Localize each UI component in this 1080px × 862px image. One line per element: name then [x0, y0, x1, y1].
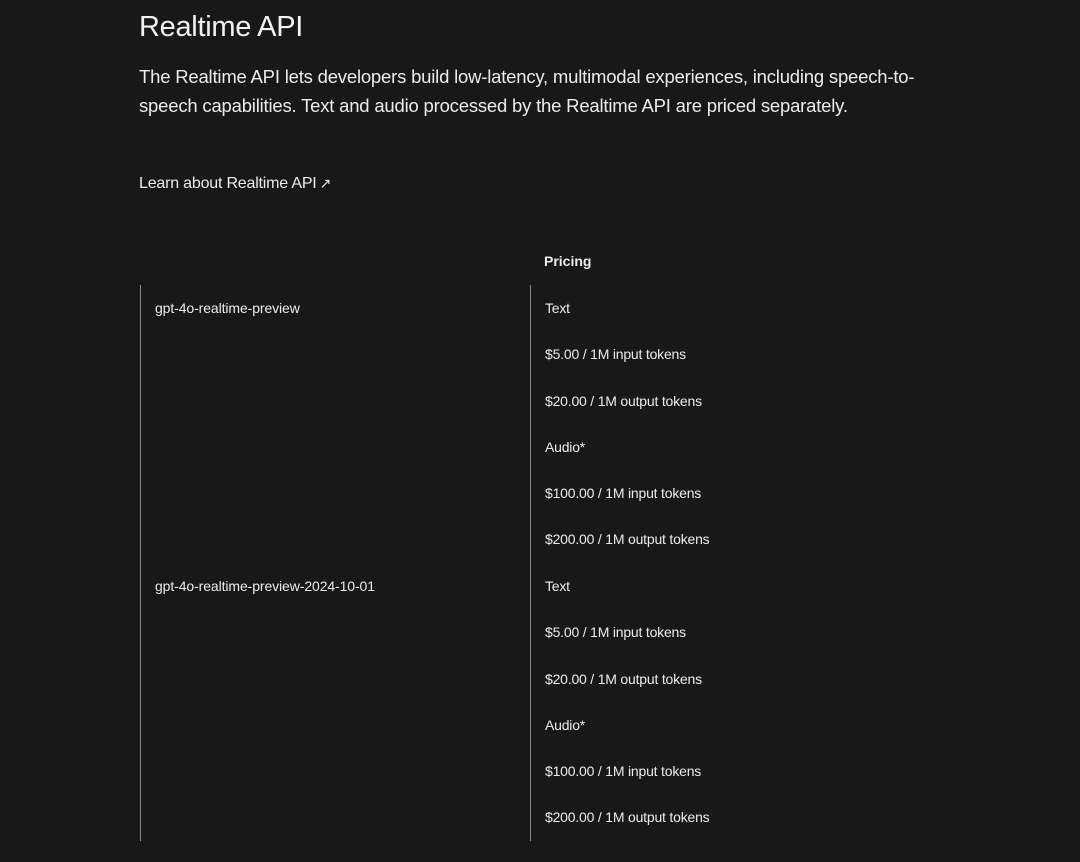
price-category-audio: Audio* [545, 439, 586, 455]
price-text-input: $5.00 / 1M input tokens [545, 346, 686, 362]
page-title: Realtime API [139, 11, 304, 43]
learn-link-label: Learn about Realtime API [139, 175, 317, 192]
price-category-text: Text [545, 578, 570, 594]
pricing-table [140, 285, 840, 841]
model-name: gpt-4o-realtime-preview-2024-10-01 [155, 578, 375, 594]
price-text-input: $5.00 / 1M input tokens [545, 624, 686, 640]
price-audio-output: $200.00 / 1M output tokens [545, 809, 710, 825]
price-audio-input: $100.00 / 1M input tokens [545, 763, 702, 779]
price-category-audio: Audio* [545, 717, 586, 733]
price-category-text: Text [545, 300, 570, 316]
pricing-column-header: Pricing [544, 253, 592, 269]
table-left-border [140, 285, 141, 841]
price-text-output: $20.00 / 1M output tokens [545, 393, 702, 409]
learn-about-realtime-api-link[interactable] [139, 172, 331, 195]
intro-paragraph: The Realtime API lets developers build low-latency, multimodal experiences, including speech-to-speech capabilities. Text and audio processed by the Realtime API are priced separately. [139, 66, 915, 116]
model-name: gpt-4o-realtime-preview [155, 300, 300, 316]
table-column-divider [530, 285, 531, 841]
external-arrow-icon: ↗ [319, 175, 332, 191]
price-audio-output: $200.00 / 1M output tokens [545, 531, 710, 547]
price-text-output: $20.00 / 1M output tokens [545, 671, 702, 687]
price-audio-input: $100.00 / 1M input tokens [545, 485, 702, 501]
